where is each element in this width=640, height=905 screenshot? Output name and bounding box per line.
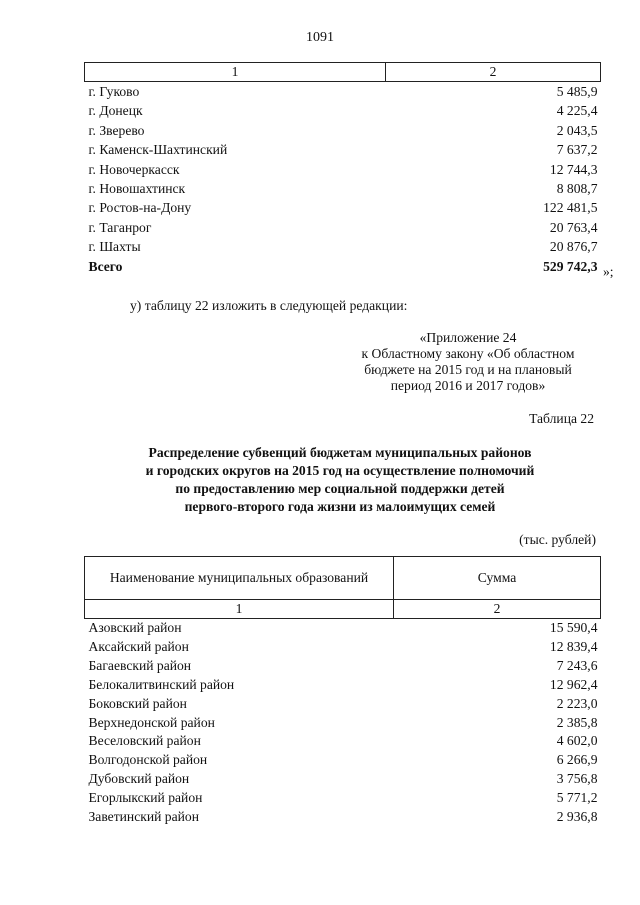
- row-value: 5 485,9: [556, 84, 598, 99]
- row-name: г. Шахты: [88, 239, 141, 255]
- title-line: первого-второго года жизни из малоимущих семей: [184, 499, 496, 514]
- appendix-line: период 2016 и 2017 годов»: [390, 378, 546, 393]
- appendix-line: бюджете на 2015 год и на плановый: [364, 362, 572, 377]
- table-row: [85, 101, 601, 120]
- row-value: 8 808,7: [556, 181, 598, 197]
- header-name: Наименование муниципальных образований: [85, 557, 394, 600]
- row-name: г. Таганрог: [88, 219, 152, 235]
- row-value: 15 590,4: [549, 620, 598, 635]
- header-sum: Сумма: [394, 557, 601, 600]
- table-municipal-totals: [84, 62, 601, 276]
- appendix-line: к Областному закону «Об областном: [361, 346, 575, 361]
- row-name: г. Новочеркасск: [88, 161, 180, 177]
- row-name: Всего: [88, 258, 123, 274]
- table-row: [85, 657, 601, 676]
- row-name: г. Ростов-на-Дону: [88, 200, 192, 216]
- unit-label: (тыс. рублей): [519, 532, 596, 547]
- table-label: Таблица 22: [529, 411, 594, 426]
- appendix-reference: [336, 330, 600, 394]
- table-row: [85, 140, 601, 159]
- appendix-line: «Приложение 24: [419, 330, 517, 345]
- row-value: 12 839,4: [549, 638, 598, 654]
- row-value: 20 763,4: [549, 219, 598, 235]
- row-name: Азовский район: [88, 620, 182, 635]
- row-name: г. Гуково: [88, 84, 140, 99]
- row-value: 12 744,3: [549, 161, 598, 177]
- row-value: 4 225,4: [556, 103, 598, 119]
- table-row: [85, 808, 601, 827]
- row-name: г. Донецк: [88, 103, 143, 119]
- table-row: [85, 121, 601, 140]
- table-row: [85, 179, 601, 198]
- table-row: [85, 198, 601, 217]
- page-number: 1091: [306, 30, 334, 45]
- row-name: г. Новошахтинск: [88, 181, 186, 197]
- row-value: 2 936,8: [556, 809, 598, 825]
- row-name: г. Зверево: [88, 122, 145, 138]
- instruction-text: у) таблицу 22 изложить в следующей редакции:: [130, 298, 408, 313]
- table-row: [85, 751, 601, 770]
- row-value: 7 243,6: [556, 657, 598, 673]
- table-row: [85, 638, 601, 657]
- table-row: [85, 619, 601, 638]
- row-name: Багаевский район: [88, 657, 192, 673]
- table-title: [80, 444, 600, 516]
- table-row: [85, 714, 601, 733]
- table-header: [85, 557, 601, 600]
- table-row: [85, 732, 601, 751]
- column-number: 2: [386, 63, 601, 82]
- column-number: 1: [85, 63, 386, 82]
- column-number: 1: [85, 600, 394, 619]
- row-name: Белокалитвинский район: [88, 676, 235, 692]
- title-line: Распределение субвенций бюджетам муниципальных районов: [148, 445, 532, 460]
- table-subventions: [84, 556, 601, 827]
- row-value: 12 962,4: [549, 676, 598, 692]
- row-value: 2 223,0: [556, 695, 598, 711]
- title-line: и городских округов на 2015 год на осуществление полномочий: [145, 463, 535, 478]
- row-value: 5 771,2: [556, 790, 598, 806]
- table-row: [85, 676, 601, 695]
- table-column-numbers: [85, 63, 601, 82]
- table-row: [85, 770, 601, 789]
- row-name: Заветинский район: [88, 809, 199, 825]
- table-row: [85, 218, 601, 237]
- title-line: по предоставлению мер социальной поддержки детей: [175, 481, 505, 496]
- row-value: 2 385,8: [556, 714, 598, 730]
- table-row: [85, 695, 601, 714]
- row-value: 122 481,5: [543, 200, 598, 216]
- row-value: 7 637,2: [556, 142, 598, 158]
- row-name: Веселовский район: [88, 733, 201, 749]
- table-row: [85, 257, 601, 276]
- row-name: Боковский район: [88, 695, 187, 711]
- row-name: Волгодонской район: [88, 752, 208, 768]
- row-name: Верхнедонской район: [88, 714, 215, 730]
- closing-quote: »;: [603, 264, 614, 279]
- table-column-numbers: [85, 600, 601, 619]
- table-row: [85, 160, 601, 179]
- row-value: 20 876,7: [549, 239, 598, 255]
- row-value: 6 266,9: [556, 752, 598, 768]
- row-value: 3 756,8: [556, 771, 598, 787]
- row-value: 2 043,5: [556, 122, 598, 138]
- table-row: [85, 237, 601, 256]
- row-value: 4 602,0: [556, 733, 598, 749]
- row-name: г. Каменск-Шахтинский: [88, 142, 228, 158]
- row-value: 529 742,3: [543, 258, 598, 274]
- row-name: Егорлыкский район: [88, 790, 203, 806]
- row-name: Аксайский район: [88, 638, 189, 654]
- table-row: [85, 82, 601, 102]
- table-row: [85, 789, 601, 808]
- column-number: 2: [394, 600, 601, 619]
- row-name: Дубовский район: [88, 771, 190, 787]
